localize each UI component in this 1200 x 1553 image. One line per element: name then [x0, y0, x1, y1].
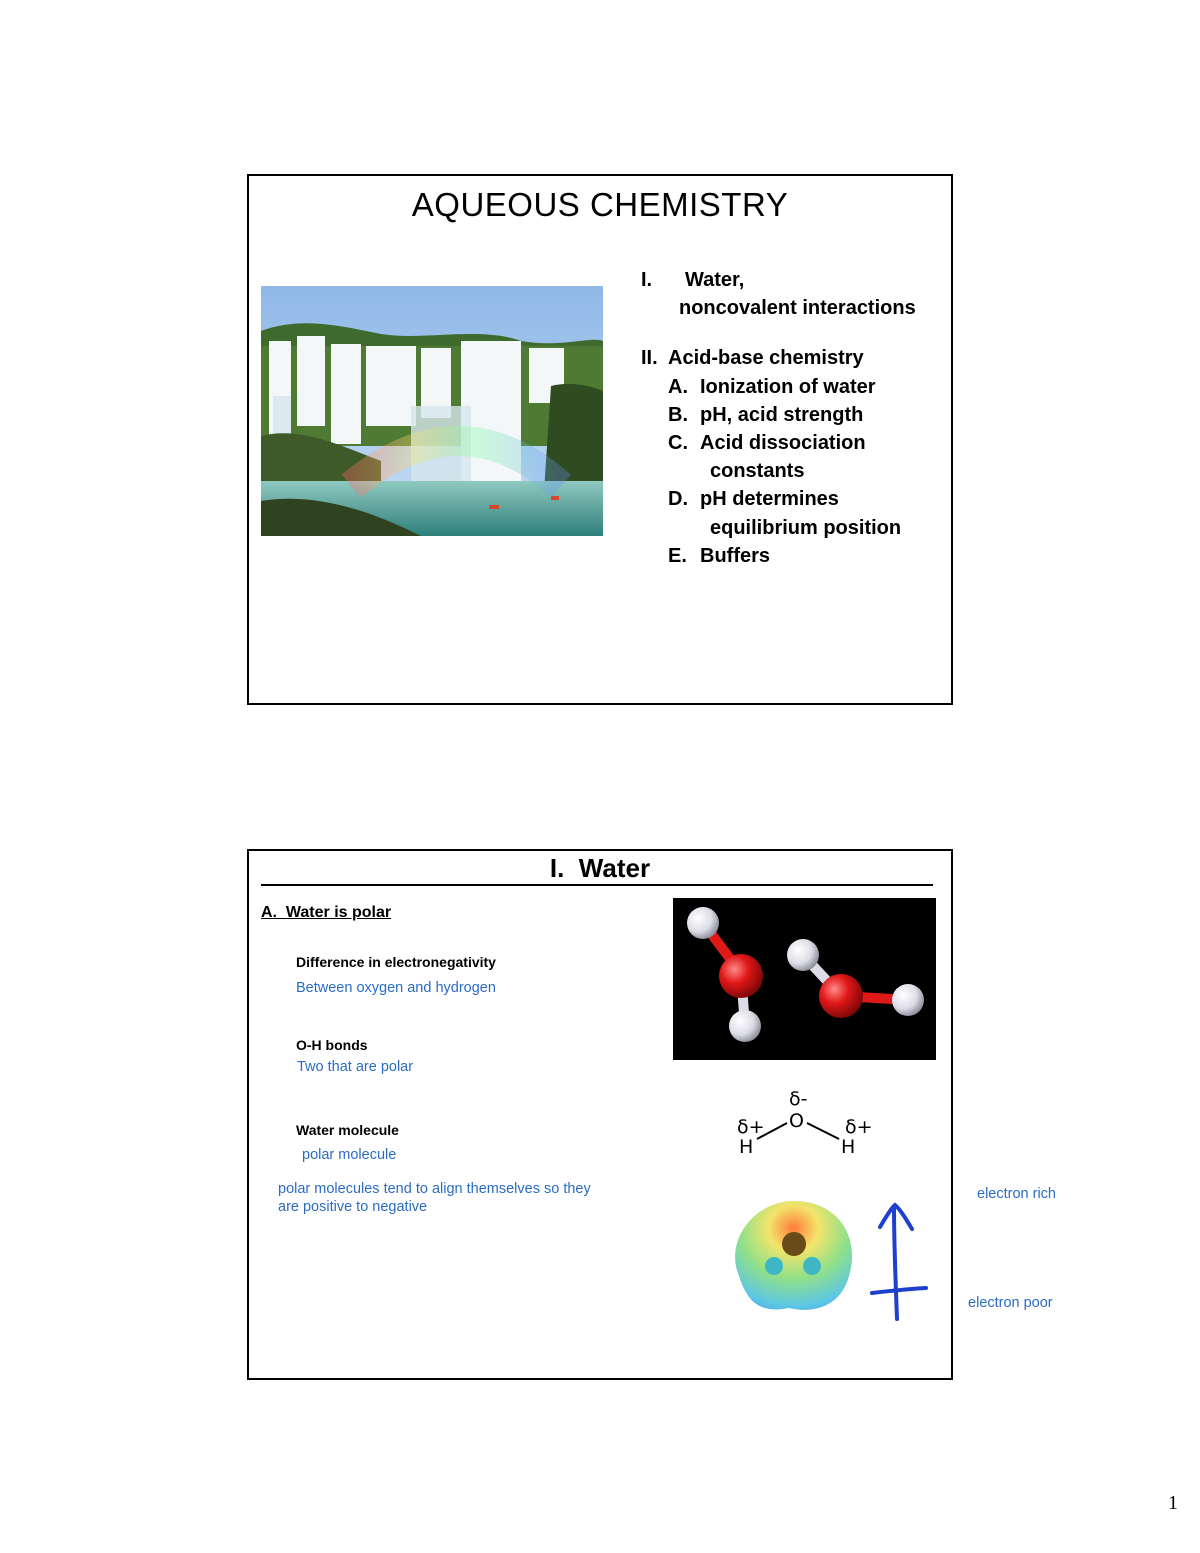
item-label: Difference in electronegativity: [296, 954, 496, 970]
water-molecule-3d: [673, 898, 936, 1060]
item-label: O-H bonds: [296, 1037, 368, 1053]
outline-text: equilibrium position: [710, 516, 902, 539]
slide-title: AQUEOUS CHEMISTRY: [411, 186, 789, 223]
slide-water: [247, 849, 953, 1380]
outline-text: pH determines: [700, 488, 839, 511]
outline-number: II.: [641, 347, 658, 370]
outline-text: Ionization of water: [700, 375, 876, 398]
esp-surface: [719, 1196, 869, 1321]
waterfall-image: [261, 286, 603, 536]
outline-text: noncovalent interactions: [679, 297, 916, 320]
delta-minus-label: δ-: [789, 1088, 808, 1110]
bond-right: [807, 1123, 839, 1139]
electron-poor-note: electron poor: [968, 1295, 1053, 1311]
outline-number: D.: [668, 488, 688, 511]
hydrogen-left: H: [739, 1136, 754, 1158]
oxygen-symbol: O: [789, 1110, 804, 1132]
handwritten-note: polar molecule: [302, 1147, 397, 1163]
outline-text: pH, acid strength: [700, 403, 864, 426]
waterfall-photo: [261, 286, 603, 536]
page-number: 1: [1168, 1492, 1178, 1514]
dipole-arrow: [864, 1201, 934, 1326]
outline-number: I.: [641, 269, 653, 291]
water-lewis-structure: [729, 1083, 889, 1158]
outline-text: Acid dissociation: [700, 431, 866, 454]
section-heading: A. Water is polar: [261, 904, 392, 921]
slide-title: I. Water: [549, 853, 651, 883]
handwritten-note: Two that are polar: [297, 1059, 414, 1075]
delta-plus-right: δ+: [845, 1116, 873, 1138]
hydrogen-right: H: [841, 1136, 856, 1158]
outline-text: Water,: [685, 269, 745, 291]
outline-number: B.: [668, 403, 688, 426]
ball-and-stick-model: [673, 898, 936, 1060]
outline-text: Buffers: [700, 544, 771, 567]
outline-text: Acid-base chemistry: [668, 347, 864, 370]
polarity-arrow-icon: [864, 1201, 934, 1326]
item-label: Water molecule: [296, 1122, 399, 1138]
handwritten-note-line: polar molecules tend to align themselves so they: [278, 1181, 591, 1197]
outline-number: A.: [668, 375, 688, 398]
title-divider: [261, 884, 933, 886]
outline-number: E.: [668, 544, 687, 567]
electron-rich-note: electron rich: [977, 1186, 1056, 1202]
lewis-diagram: [729, 1083, 889, 1158]
electrostatic-potential-map: [719, 1196, 869, 1321]
delta-plus-left: δ+: [737, 1116, 765, 1138]
handwritten-note: Between oxygen and hydrogen: [296, 980, 496, 996]
slide-aqueous-chemistry: [247, 174, 953, 705]
outline-text: constants: [710, 460, 805, 483]
handwritten-note-line: are positive to negative: [278, 1199, 428, 1215]
outline-number: C.: [668, 431, 688, 454]
